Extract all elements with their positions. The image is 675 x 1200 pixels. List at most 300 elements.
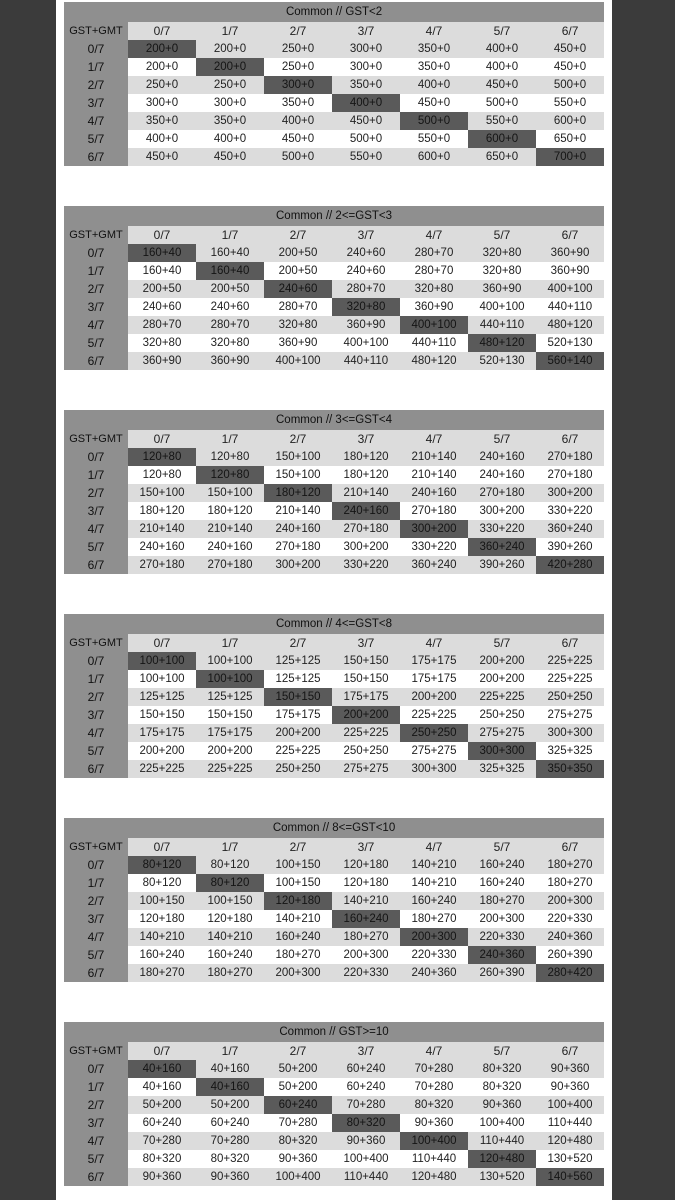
- table-row: [64, 874, 604, 892]
- table-cell: 225+225: [196, 760, 264, 778]
- table-cell: 250+0: [264, 58, 332, 76]
- table-cell: 480+120: [536, 316, 604, 334]
- table-cell: 330+220: [468, 520, 536, 538]
- table-cell: 180+120: [332, 466, 400, 484]
- table-cell: 225+225: [536, 652, 604, 670]
- table-cell: 500+0: [536, 76, 604, 94]
- table-row: [64, 1150, 604, 1168]
- table-cell: 300+300: [536, 724, 604, 742]
- table-title: Common // GST>=10: [64, 1022, 604, 1042]
- column-header: 2/7: [264, 634, 332, 652]
- diagonal-cell: 200+0: [196, 58, 264, 76]
- table-cell: 100+400: [536, 1096, 604, 1114]
- table-cell: 550+0: [332, 148, 400, 166]
- diagonal-cell: 120+80: [128, 448, 196, 466]
- row-header: 5/7: [64, 1150, 128, 1168]
- table-cell: 480+120: [400, 352, 468, 370]
- table-cell: 80+320: [400, 1096, 468, 1114]
- table-cell: 450+0: [196, 148, 264, 166]
- row-header: 0/7: [64, 40, 128, 58]
- table-cell: 100+400: [264, 1168, 332, 1186]
- table-row: [64, 742, 604, 760]
- table-cell: 180+270: [264, 946, 332, 964]
- table-cell: 120+180: [332, 874, 400, 892]
- table-cell: 520+130: [536, 334, 604, 352]
- table-cell: 350+0: [400, 58, 468, 76]
- table-cell: 450+0: [400, 94, 468, 112]
- column-header: 5/7: [468, 226, 536, 244]
- table-cell: 180+120: [196, 502, 264, 520]
- diagonal-cell: 200+0: [128, 40, 196, 58]
- table-cell: 100+400: [332, 1150, 400, 1168]
- table-cell: 220+330: [468, 928, 536, 946]
- table-cell: 100+150: [196, 892, 264, 910]
- diagonal-cell: 200+300: [400, 928, 468, 946]
- diagonal-cell: 100+400: [400, 1132, 468, 1150]
- table-cell: 110+440: [400, 1150, 468, 1168]
- row-header: 6/7: [64, 760, 128, 778]
- reward-table: [64, 614, 604, 778]
- table-cell: 90+360: [196, 1168, 264, 1186]
- table-cell: 40+160: [196, 1060, 264, 1078]
- table-title: Common // 8<=GST<10: [64, 818, 604, 838]
- column-header: 2/7: [264, 22, 332, 40]
- table-cell: 130+520: [536, 1150, 604, 1168]
- row-header: 3/7: [64, 910, 128, 928]
- table-row: [64, 466, 604, 484]
- table-cell: 400+0: [128, 130, 196, 148]
- diagonal-cell: 400+0: [332, 94, 400, 112]
- column-header: 3/7: [332, 226, 400, 244]
- row-header: 6/7: [64, 1168, 128, 1186]
- document-page: [56, 0, 612, 1200]
- table-cell: 250+250: [468, 706, 536, 724]
- table-cell: 250+0: [128, 76, 196, 94]
- table-cell: 50+200: [128, 1096, 196, 1114]
- column-header: 3/7: [332, 634, 400, 652]
- table-cell: 100+150: [128, 892, 196, 910]
- table-cell: 400+0: [468, 58, 536, 76]
- diagonal-cell: 120+480: [468, 1150, 536, 1168]
- row-header: 0/7: [64, 448, 128, 466]
- table-cell: 200+0: [196, 40, 264, 58]
- table-cell: 550+0: [400, 130, 468, 148]
- table-row: [64, 280, 604, 298]
- column-header: 6/7: [536, 634, 604, 652]
- table-cell: 70+280: [128, 1132, 196, 1150]
- table-row: [64, 262, 604, 280]
- table-cell: 400+100: [468, 298, 536, 316]
- table-cell: 70+280: [196, 1132, 264, 1150]
- table-row: [64, 1060, 604, 1078]
- row-header: 1/7: [64, 874, 128, 892]
- table-cell: 150+150: [196, 706, 264, 724]
- column-header: 5/7: [468, 634, 536, 652]
- table-cell: 240+160: [468, 448, 536, 466]
- table-cell: 450+0: [128, 148, 196, 166]
- table-row: [64, 94, 604, 112]
- table-cell: 200+50: [264, 244, 332, 262]
- table-cell: 300+200: [264, 556, 332, 574]
- table-row: [64, 502, 604, 520]
- table-row: [64, 556, 604, 574]
- table-cell: 450+0: [536, 40, 604, 58]
- table-cell: 70+280: [400, 1060, 468, 1078]
- diagonal-cell: 60+240: [264, 1096, 332, 1114]
- column-header: 1/7: [196, 430, 264, 448]
- column-header: 4/7: [400, 634, 468, 652]
- table-cell: 100+150: [264, 874, 332, 892]
- table-cell: 450+0: [264, 130, 332, 148]
- diagonal-cell: 40+160: [196, 1078, 264, 1096]
- row-header: 1/7: [64, 1078, 128, 1096]
- table-cell: 200+300: [332, 946, 400, 964]
- table-cell: 320+80: [196, 334, 264, 352]
- table-cell: 350+0: [400, 40, 468, 58]
- table-cell: 400+100: [264, 352, 332, 370]
- row-header: 3/7: [64, 94, 128, 112]
- table-row: [64, 760, 604, 778]
- column-header: 6/7: [536, 22, 604, 40]
- table-cell: 180+270: [400, 910, 468, 928]
- table-cell: 225+225: [264, 742, 332, 760]
- row-header: 5/7: [64, 334, 128, 352]
- row-header: 4/7: [64, 724, 128, 742]
- column-header: 3/7: [332, 1042, 400, 1060]
- table-cell: 330+220: [400, 538, 468, 556]
- table-cell: 175+175: [264, 706, 332, 724]
- table-cell: 90+360: [536, 1060, 604, 1078]
- table-cell: 240+60: [332, 262, 400, 280]
- table-cell: 120+180: [196, 910, 264, 928]
- table-cell: 270+180: [128, 556, 196, 574]
- diagonal-cell: 480+120: [468, 334, 536, 352]
- table-cell: 390+260: [536, 538, 604, 556]
- table-cell: 150+150: [332, 670, 400, 688]
- table-row: [64, 706, 604, 724]
- diagonal-cell: 80+120: [196, 874, 264, 892]
- table-cell: 160+240: [468, 856, 536, 874]
- table-cell: 600+0: [536, 112, 604, 130]
- table-cell: 120+80: [196, 448, 264, 466]
- row-header: 0/7: [64, 652, 128, 670]
- table-cell: 350+0: [128, 112, 196, 130]
- table-cell: 180+270: [536, 856, 604, 874]
- table-cell: 80+320: [196, 1150, 264, 1168]
- column-header: 3/7: [332, 430, 400, 448]
- table-cell: 300+0: [332, 58, 400, 76]
- table-cell: 210+140: [264, 502, 332, 520]
- table-cell: 320+80: [128, 334, 196, 352]
- table-cell: 200+200: [400, 688, 468, 706]
- table-cell: 450+0: [468, 76, 536, 94]
- table-row: [64, 130, 604, 148]
- table-cell: 210+140: [400, 448, 468, 466]
- table-cell: 90+360: [468, 1096, 536, 1114]
- table-cell: 275+275: [332, 760, 400, 778]
- table-cell: 330+220: [536, 502, 604, 520]
- row-header: 3/7: [64, 706, 128, 724]
- row-header: 4/7: [64, 520, 128, 538]
- table-cell: 270+180: [264, 538, 332, 556]
- table-title: Common // GST<2: [64, 2, 604, 22]
- row-header: 4/7: [64, 112, 128, 130]
- table-row: [64, 448, 604, 466]
- table-cell: 450+0: [536, 58, 604, 76]
- table-cell: 200+0: [128, 58, 196, 76]
- table-cell: 250+250: [264, 760, 332, 778]
- table-cell: 280+70: [128, 316, 196, 334]
- table-row: [64, 910, 604, 928]
- row-header: 0/7: [64, 244, 128, 262]
- table-cell: 250+0: [196, 76, 264, 94]
- diagonal-cell: 80+320: [332, 1114, 400, 1132]
- table-cell: 90+360: [536, 1078, 604, 1096]
- table-row: [64, 1132, 604, 1150]
- table-cell: 90+360: [264, 1150, 332, 1168]
- column-header: 1/7: [196, 634, 264, 652]
- table-row: [64, 58, 604, 76]
- table-cell: 360+90: [332, 316, 400, 334]
- table-cell: 270+180: [468, 484, 536, 502]
- table-cell: 180+270: [196, 964, 264, 982]
- table-cell: 300+0: [128, 94, 196, 112]
- diagonal-cell: 240+360: [468, 946, 536, 964]
- table-cell: 300+200: [536, 484, 604, 502]
- table-cell: 40+160: [128, 1078, 196, 1096]
- table-title: Common // 3<=GST<4: [64, 410, 604, 430]
- table-cell: 240+160: [196, 538, 264, 556]
- table-cell: 70+280: [400, 1078, 468, 1096]
- corner-label: GST+GMT: [64, 1042, 128, 1060]
- reward-table: [64, 2, 604, 166]
- diagonal-cell: 180+120: [264, 484, 332, 502]
- table-cell: 200+50: [128, 280, 196, 298]
- table-cell: 125+125: [128, 688, 196, 706]
- table-cell: 200+300: [468, 910, 536, 928]
- diagonal-cell: 120+80: [196, 466, 264, 484]
- table-title: Common // 2<=GST<3: [64, 206, 604, 226]
- table-cell: 180+270: [332, 928, 400, 946]
- row-header: 2/7: [64, 688, 128, 706]
- table-cell: 100+150: [264, 856, 332, 874]
- column-header: 6/7: [536, 838, 604, 856]
- diagonal-cell: 700+0: [536, 148, 604, 166]
- row-header: 1/7: [64, 262, 128, 280]
- table-cell: 400+0: [468, 40, 536, 58]
- corner-label: GST+GMT: [64, 22, 128, 40]
- table-cell: 180+120: [332, 448, 400, 466]
- column-header: 1/7: [196, 226, 264, 244]
- reward-table: [64, 206, 604, 370]
- table-cell: 200+200: [264, 724, 332, 742]
- row-header: 5/7: [64, 130, 128, 148]
- table-cell: 275+275: [536, 706, 604, 724]
- table-cell: 180+270: [468, 892, 536, 910]
- table-cell: 360+90: [536, 262, 604, 280]
- diagonal-cell: 320+80: [332, 298, 400, 316]
- table-cell: 400+100: [332, 334, 400, 352]
- diagonal-cell: 120+180: [264, 892, 332, 910]
- table-cell: 400+100: [536, 280, 604, 298]
- table-cell: 220+330: [332, 964, 400, 982]
- diagonal-cell: 280+420: [536, 964, 604, 982]
- row-header: 1/7: [64, 670, 128, 688]
- row-header: 3/7: [64, 502, 128, 520]
- column-header: 2/7: [264, 838, 332, 856]
- table-cell: 300+0: [332, 40, 400, 58]
- table-cell: 250+250: [536, 688, 604, 706]
- table-cell: 110+440: [536, 1114, 604, 1132]
- table-cell: 150+100: [264, 466, 332, 484]
- table-cell: 240+60: [196, 298, 264, 316]
- row-header: 6/7: [64, 964, 128, 982]
- table-cell: 150+150: [332, 652, 400, 670]
- table-cell: 220+330: [536, 910, 604, 928]
- table-cell: 260+390: [468, 964, 536, 982]
- table-cell: 390+260: [468, 556, 536, 574]
- row-header: 2/7: [64, 280, 128, 298]
- table-cell: 200+200: [468, 670, 536, 688]
- table-cell: 210+140: [128, 520, 196, 538]
- table-cell: 400+0: [196, 130, 264, 148]
- table-cell: 110+440: [468, 1132, 536, 1150]
- table-row: [64, 520, 604, 538]
- table-cell: 240+160: [400, 484, 468, 502]
- table-cell: 320+80: [400, 280, 468, 298]
- table-cell: 500+0: [332, 130, 400, 148]
- diagonal-cell: 350+350: [536, 760, 604, 778]
- table-cell: 80+120: [128, 874, 196, 892]
- table-cell: 325+325: [536, 742, 604, 760]
- column-header: 5/7: [468, 838, 536, 856]
- table-cell: 175+175: [196, 724, 264, 742]
- table-cell: 60+240: [196, 1114, 264, 1132]
- table-cell: 120+180: [128, 910, 196, 928]
- diagonal-cell: 560+140: [536, 352, 604, 370]
- column-header: 5/7: [468, 430, 536, 448]
- table-cell: 280+70: [400, 244, 468, 262]
- diagonal-cell: 420+280: [536, 556, 604, 574]
- table-cell: 160+240: [196, 946, 264, 964]
- table-cell: 300+200: [332, 538, 400, 556]
- table-cell: 240+360: [400, 964, 468, 982]
- table-cell: 50+200: [196, 1096, 264, 1114]
- table-cell: 160+240: [264, 928, 332, 946]
- diagonal-cell: 160+40: [128, 244, 196, 262]
- table-row: [64, 964, 604, 982]
- table-cell: 180+120: [128, 502, 196, 520]
- table-cell: 60+240: [128, 1114, 196, 1132]
- table-cell: 80+320: [128, 1150, 196, 1168]
- table-cell: 125+125: [264, 670, 332, 688]
- row-header: 4/7: [64, 316, 128, 334]
- row-header: 6/7: [64, 556, 128, 574]
- table-cell: 210+140: [196, 520, 264, 538]
- table-cell: 275+275: [400, 742, 468, 760]
- diagonal-cell: 300+300: [468, 742, 536, 760]
- table-cell: 550+0: [468, 112, 536, 130]
- table-row: [64, 334, 604, 352]
- table-cell: 100+100: [196, 652, 264, 670]
- table-cell: 225+225: [536, 670, 604, 688]
- table-cell: 240+160: [264, 520, 332, 538]
- table-cell: 150+100: [196, 484, 264, 502]
- table-cell: 130+520: [468, 1168, 536, 1186]
- table-cell: 225+225: [332, 724, 400, 742]
- table-cell: 300+0: [196, 94, 264, 112]
- table-row: [64, 892, 604, 910]
- row-header: 2/7: [64, 892, 128, 910]
- diagonal-cell: 140+560: [536, 1168, 604, 1186]
- table-cell: 500+0: [468, 94, 536, 112]
- table-cell: 240+160: [468, 466, 536, 484]
- table-row: [64, 856, 604, 874]
- corner-label: GST+GMT: [64, 430, 128, 448]
- table-row: [64, 688, 604, 706]
- column-header: 0/7: [128, 838, 196, 856]
- table-cell: 300+200: [468, 502, 536, 520]
- column-header: 4/7: [400, 1042, 468, 1060]
- column-header: 1/7: [196, 22, 264, 40]
- reward-table: [64, 1022, 604, 1186]
- table-cell: 280+70: [332, 280, 400, 298]
- table-cell: 440+110: [332, 352, 400, 370]
- table-cell: 270+180: [536, 448, 604, 466]
- table-cell: 110+440: [332, 1168, 400, 1186]
- table-cell: 600+0: [400, 148, 468, 166]
- row-header: 2/7: [64, 1096, 128, 1114]
- table-cell: 550+0: [536, 94, 604, 112]
- table-cell: 175+175: [128, 724, 196, 742]
- table-row: [64, 1096, 604, 1114]
- column-header: 4/7: [400, 226, 468, 244]
- diagonal-cell: 300+200: [400, 520, 468, 538]
- diagonal-cell: 100+100: [196, 670, 264, 688]
- table-cell: 220+330: [400, 946, 468, 964]
- table-cell: 200+300: [536, 892, 604, 910]
- table-cell: 240+60: [332, 244, 400, 262]
- column-header: 6/7: [536, 430, 604, 448]
- table-cell: 360+240: [400, 556, 468, 574]
- table-cell: 160+240: [400, 892, 468, 910]
- table-cell: 350+0: [196, 112, 264, 130]
- diagonal-cell: 250+250: [400, 724, 468, 742]
- table-cell: 275+275: [468, 724, 536, 742]
- column-header: 2/7: [264, 430, 332, 448]
- table-cell: 270+180: [400, 502, 468, 520]
- table-cell: 440+110: [468, 316, 536, 334]
- diagonal-cell: 300+0: [264, 76, 332, 94]
- column-header: 3/7: [332, 838, 400, 856]
- table-cell: 225+225: [128, 760, 196, 778]
- table-cell: 250+0: [264, 40, 332, 58]
- table-cell: 125+125: [196, 688, 264, 706]
- table-cell: 80+320: [264, 1132, 332, 1150]
- table-cell: 270+180: [196, 556, 264, 574]
- row-header: 3/7: [64, 1114, 128, 1132]
- table-title: Common // 4<=GST<8: [64, 614, 604, 634]
- table-cell: 60+240: [332, 1078, 400, 1096]
- column-header: 6/7: [536, 226, 604, 244]
- table-cell: 250+250: [332, 742, 400, 760]
- column-header: 3/7: [332, 22, 400, 40]
- table-cell: 270+180: [536, 466, 604, 484]
- column-header: 5/7: [468, 1042, 536, 1060]
- table-cell: 90+360: [128, 1168, 196, 1186]
- table-cell: 70+280: [332, 1096, 400, 1114]
- table-cell: 440+110: [536, 298, 604, 316]
